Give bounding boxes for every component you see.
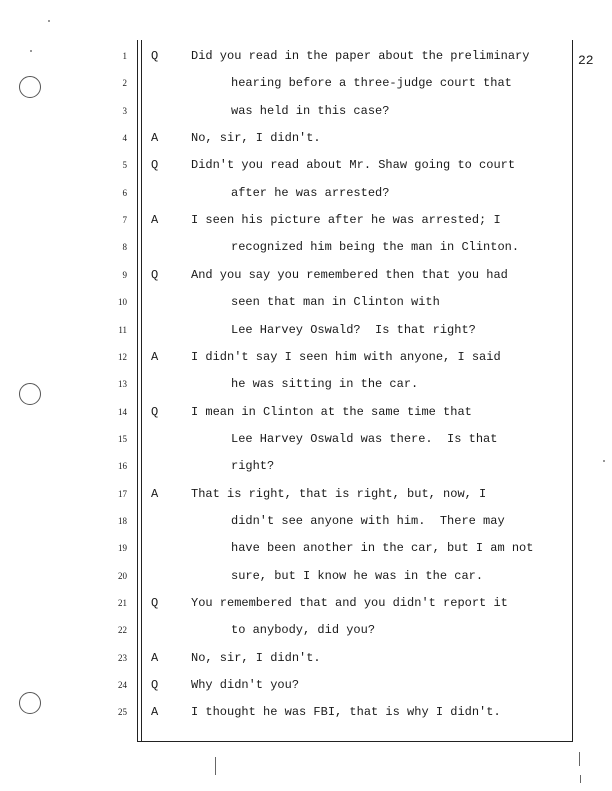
line-number: 12	[118, 351, 127, 362]
line-text: And you say you remembered then that you had	[191, 267, 508, 282]
line-text: recognized him being the man in Clinton.	[231, 240, 520, 255]
speaker-label: A	[151, 650, 159, 665]
transcript-line	[0, 184, 612, 208]
line-number: 22	[118, 625, 127, 636]
line-number: 6	[122, 187, 127, 198]
line-text: he was sitting in the car.	[231, 377, 419, 392]
speaker-label: Q	[151, 404, 159, 419]
line-number: 24	[118, 680, 127, 691]
speaker-label: A	[151, 705, 159, 720]
line-text: Did you read in the paper about the preliminary	[191, 49, 530, 63]
line-text: seen that man in Clinton with	[231, 295, 440, 310]
scan-speck	[48, 20, 50, 22]
line-number: 18	[118, 515, 127, 526]
line-text: I thought he was FBI, that is why I didn't.	[191, 705, 501, 720]
line-text: didn't see anyone with him. There may	[231, 513, 505, 528]
scan-artifact	[580, 775, 581, 783]
transcript-line	[0, 594, 612, 618]
line-text: after he was arrested?	[231, 185, 390, 200]
scan-artifact	[215, 757, 216, 775]
speaker-label: A	[151, 486, 159, 501]
transcript-line	[0, 567, 612, 591]
line-number: 11	[118, 324, 127, 335]
line-text: to anybody, did you?	[231, 623, 376, 638]
transcript-line	[0, 47, 612, 71]
transcript-line	[0, 129, 612, 153]
transcript-line	[0, 703, 612, 727]
speaker-label: Q	[151, 596, 159, 610]
line-text: right?	[231, 459, 275, 474]
transcript-line	[0, 676, 612, 700]
line-text: I didn't say I seen him with anyone, I said	[191, 349, 501, 364]
line-number: 25	[118, 707, 127, 718]
transcript-line	[0, 293, 612, 317]
line-number: 9	[122, 269, 127, 280]
line-text: hearing before a three-judge court that	[231, 76, 512, 91]
transcript-line	[0, 266, 612, 290]
line-text: No, sir, I didn't.	[191, 131, 321, 146]
transcript-line	[0, 457, 612, 481]
line-number: 3	[122, 105, 127, 116]
transcript-line	[0, 375, 612, 399]
line-text: was held in this case?	[231, 103, 390, 118]
page-number: 22	[578, 53, 594, 68]
line-text: Why didn't you?	[191, 678, 300, 693]
scan-speck	[603, 460, 605, 462]
transcript-line	[0, 512, 612, 536]
line-number: 5	[122, 160, 127, 171]
speaker-label: Q	[151, 49, 159, 63]
transcript-line	[0, 485, 612, 509]
line-text: Lee Harvey Oswald? Is that right?	[231, 322, 476, 337]
speaker-label: A	[151, 349, 159, 364]
transcript-line	[0, 102, 612, 126]
transcript-line	[0, 430, 612, 454]
line-number: 16	[118, 461, 127, 472]
line-number: 21	[118, 598, 127, 608]
transcript-line	[0, 321, 612, 345]
line-text: I seen his picture after he was arrested; I	[191, 213, 501, 228]
line-number: 20	[118, 570, 127, 581]
line-text: Didn't you read about Mr. Shaw going to court	[191, 158, 516, 173]
line-text: You remembered that and you didn't report it	[191, 596, 508, 610]
transcript-line	[0, 238, 612, 262]
line-text: Lee Harvey Oswald was there. Is that	[231, 431, 498, 446]
scan-speck	[30, 50, 32, 52]
speaker-label: A	[151, 131, 159, 146]
line-text: I mean in Clinton at the same time that	[191, 404, 472, 419]
transcript-line	[0, 649, 612, 673]
line-number: 8	[122, 242, 127, 253]
line-number: 14	[118, 406, 127, 417]
line-number: 10	[118, 297, 127, 308]
transcript-line	[0, 403, 612, 427]
line-number: 2	[122, 78, 127, 89]
line-number: 7	[122, 215, 127, 226]
line-number: 23	[118, 652, 127, 663]
speaker-label: Q	[151, 678, 159, 693]
speaker-label: Q	[151, 158, 159, 173]
line-number: 1	[122, 51, 127, 61]
line-number: 13	[118, 379, 127, 390]
transcript-line	[0, 74, 612, 98]
transcript-line	[0, 539, 612, 563]
transcript-line	[0, 211, 612, 235]
speaker-label: Q	[151, 267, 159, 282]
scan-artifact	[579, 752, 580, 766]
line-text: have been another in the car, but I am not	[231, 541, 534, 556]
line-number: 19	[118, 543, 127, 554]
line-number: 4	[122, 133, 127, 144]
line-number: 17	[118, 488, 127, 499]
transcript-line	[0, 621, 612, 645]
transcript-line	[0, 348, 612, 372]
line-text: sure, but I know he was in the car.	[231, 568, 484, 583]
line-number: 15	[118, 433, 127, 444]
line-text: No, sir, I didn't.	[191, 650, 321, 665]
speaker-label: A	[151, 213, 159, 228]
line-text: That is right, that is right, but, now, I	[191, 486, 487, 501]
transcript-line	[0, 156, 612, 180]
